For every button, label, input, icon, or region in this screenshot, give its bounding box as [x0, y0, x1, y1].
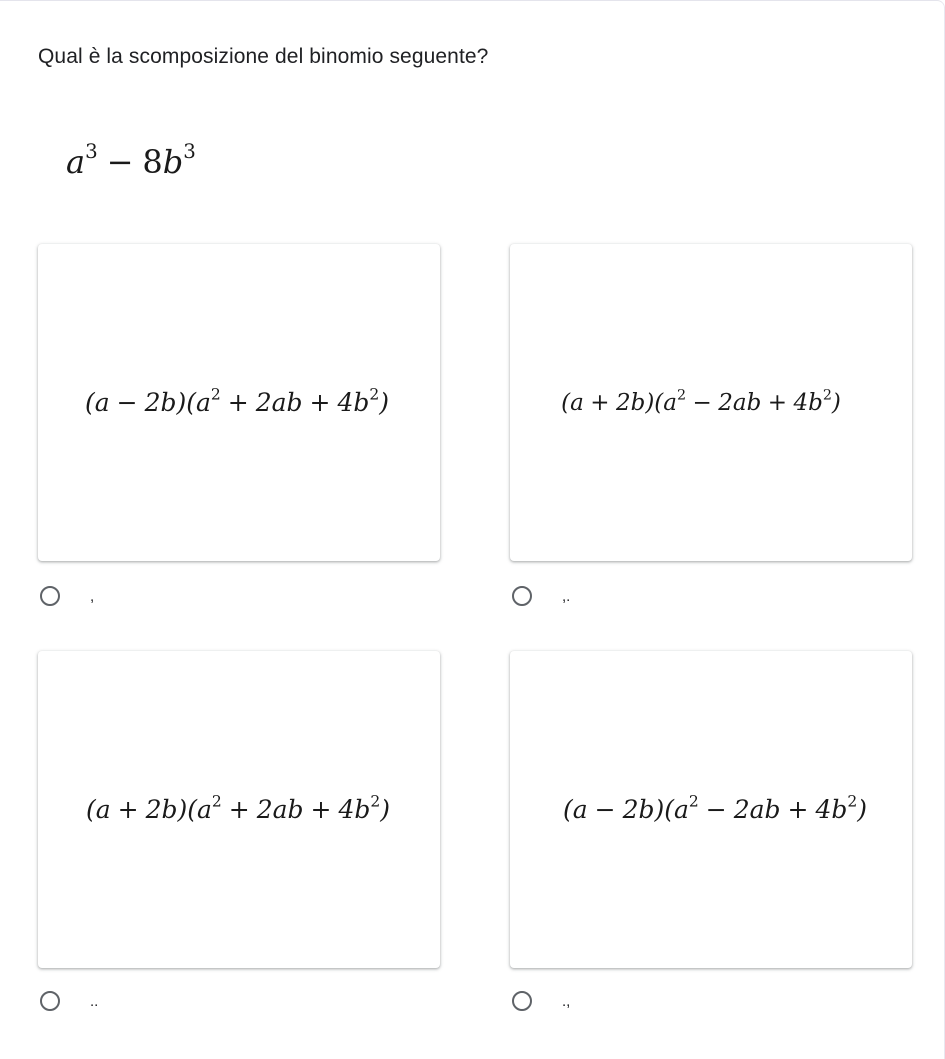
radio-button[interactable]	[512, 991, 532, 1011]
question-formula: $a^3 - 8b^3$	[66, 140, 196, 181]
option-image-card-2[interactable]	[510, 244, 912, 561]
option-formula-1: $(a - 2b)(a^2 + 2ab + 4b^2)$	[84, 385, 390, 417]
option-image-card-4[interactable]	[510, 651, 912, 968]
option-formula-4: $(a - 2b)(a^2 - 2ab + 4b^2)$	[562, 792, 868, 824]
option-image-card-1[interactable]	[38, 244, 440, 561]
radio-button[interactable]	[40, 991, 60, 1011]
option-radio-3[interactable]	[40, 991, 98, 1011]
option-formula-2: $(a + 2b)(a^2 - 2ab + 4b^2)$	[561, 386, 841, 416]
option-label-3: ..	[90, 992, 99, 1010]
option-label-4: .,	[562, 992, 571, 1010]
option-radio-4[interactable]	[512, 991, 570, 1011]
option-radio-2[interactable]	[512, 586, 570, 606]
option-image-card-3[interactable]	[38, 651, 440, 968]
question-title: Qual è la scomposizione del binomio seguente?	[38, 45, 489, 68]
radio-button[interactable]	[40, 586, 60, 606]
option-radio-1[interactable]	[40, 586, 94, 606]
option-label-1: ,	[90, 587, 95, 605]
option-label-2: ,.	[562, 587, 571, 605]
option-formula-3: $(a + 2b)(a^2 + 2ab + 4b^2)$	[85, 792, 391, 824]
radio-button[interactable]	[512, 586, 532, 606]
